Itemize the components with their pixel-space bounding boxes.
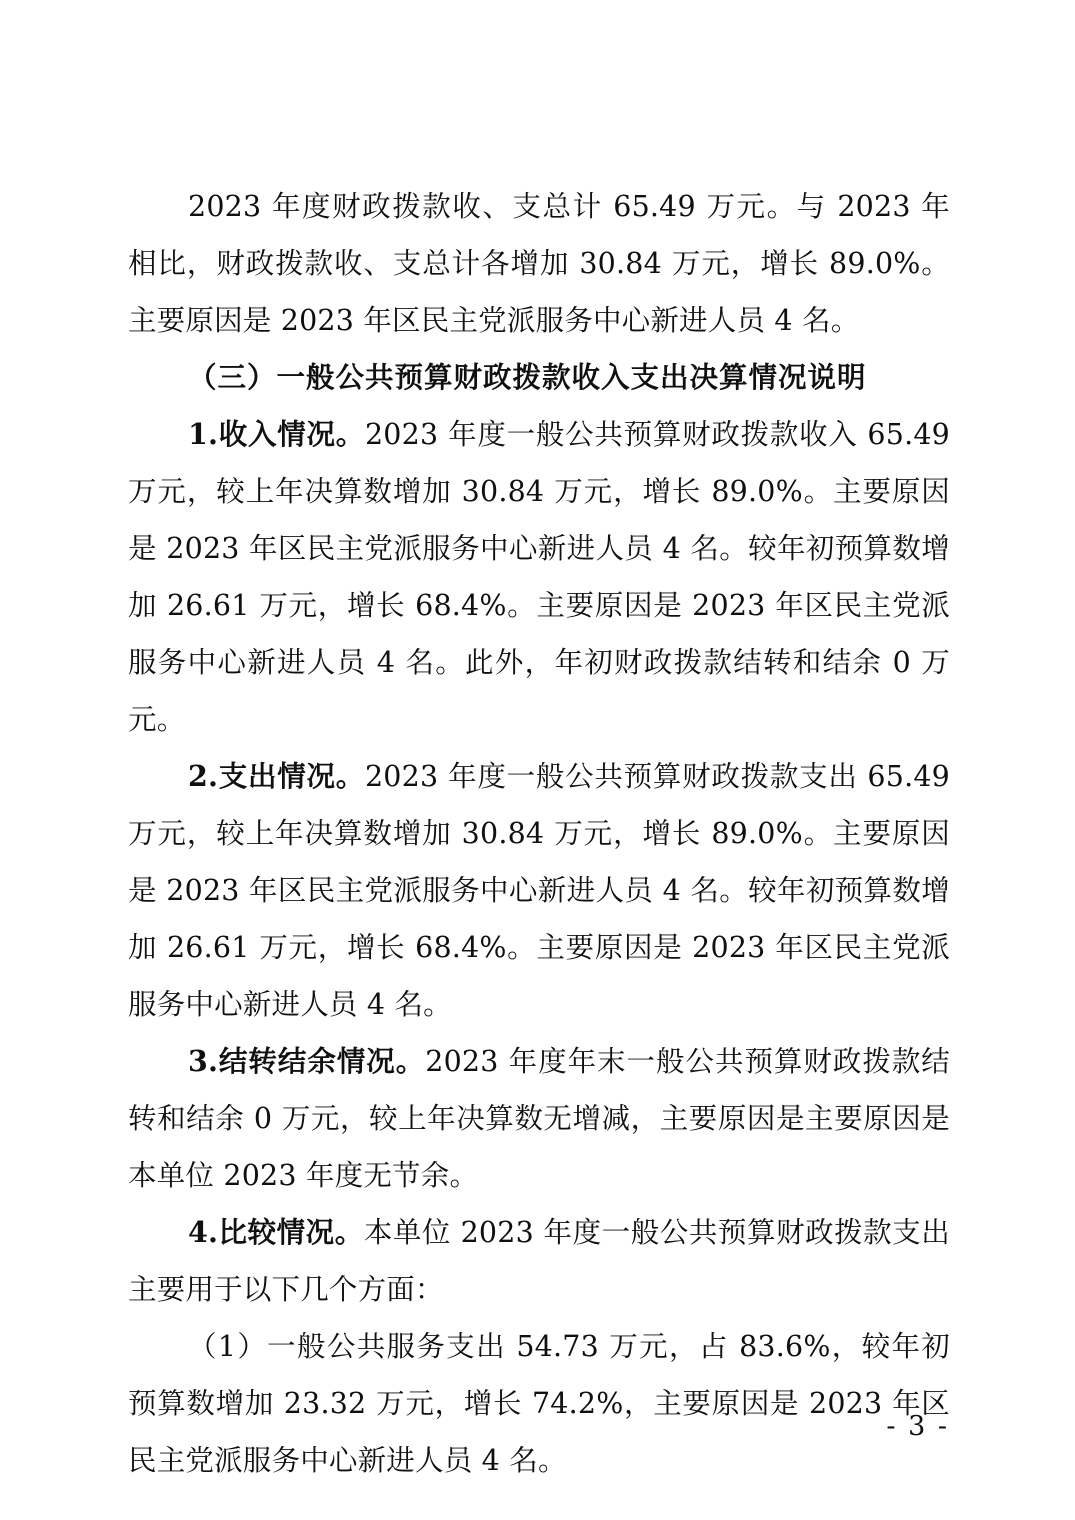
section-heading-three: （三）一般公共预算财政拨款收入支出决算情况说明 [188, 360, 867, 394]
paragraph-expenditure [128, 748, 950, 1033]
paragraph-expenditure-lead: 2.支出情况。 [188, 759, 365, 793]
paragraph-income-lead: 1.收入情况。 [188, 417, 365, 451]
paragraph-carryover [128, 1033, 950, 1204]
paragraph-income [128, 406, 950, 748]
paragraph-expenditure-text: 2023 年度一般公共预算财政拨款支出 65.49 万元，较上年决算数增加 30.84 万元，增长 89.0%。主要原因是 2023 年区民主党派服务中心新进人员 4 名。较年初预算数增加 26.61 万元，增长 68.4%。主要原因是 2023 年区民主党派服务中心新进人员 4 名。 [128, 760, 950, 1021]
paragraph-comparison-lead: 4.比较情况。 [188, 1215, 364, 1249]
paragraph-carryover-lead: 3.结转结余情况。 [188, 1044, 426, 1078]
paragraph-comparison-text: 本单位 2023 年度一般公共预算财政拨款支出主要用于以下几个方面： [128, 1216, 950, 1306]
paragraph-income-text: 2023 年度一般公共预算财政拨款收入 65.49 万元，较上年决算数增加 30.84 万元，增长 89.0%。主要原因是 2023 年区民主党派服务中心新进人员 4 名。较年初预算数增加 26.61 万元，增长 68.4%。主要原因是 2023 年区民主党派服务中心新进人员 4 名。此外，年初财政拨款结转和结余 0 万元。 [128, 418, 950, 736]
document-body [128, 178, 950, 1489]
page-number: - 3 - [886, 1411, 949, 1442]
paragraph-total: 2023 年度财政拨款收、支总计 65.49 万元。与 2023 年相比，财政拨款收、支总计各增加 30.84 万元，增长 89.0%。主要原因是 2023 年区民主党派服务中心新进人员 4 名。 [128, 190, 950, 337]
paragraph-item-1: （1）一般公共服务支出 54.73 万元，占 83.6%，较年初预算数增加 23.32 万元，增长 74.2%，主要原因是 2023 年区民主党派服务中心新进人员 4 名。 [128, 1330, 950, 1477]
paragraph-carryover-text: 2023 年度年末一般公共预算财政拨款结转和结余 0 万元，较上年决算数无增减，主要原因是主要原因是本单位 2023 年度无节余。 [128, 1045, 950, 1192]
paragraph-comparison [128, 1204, 950, 1318]
